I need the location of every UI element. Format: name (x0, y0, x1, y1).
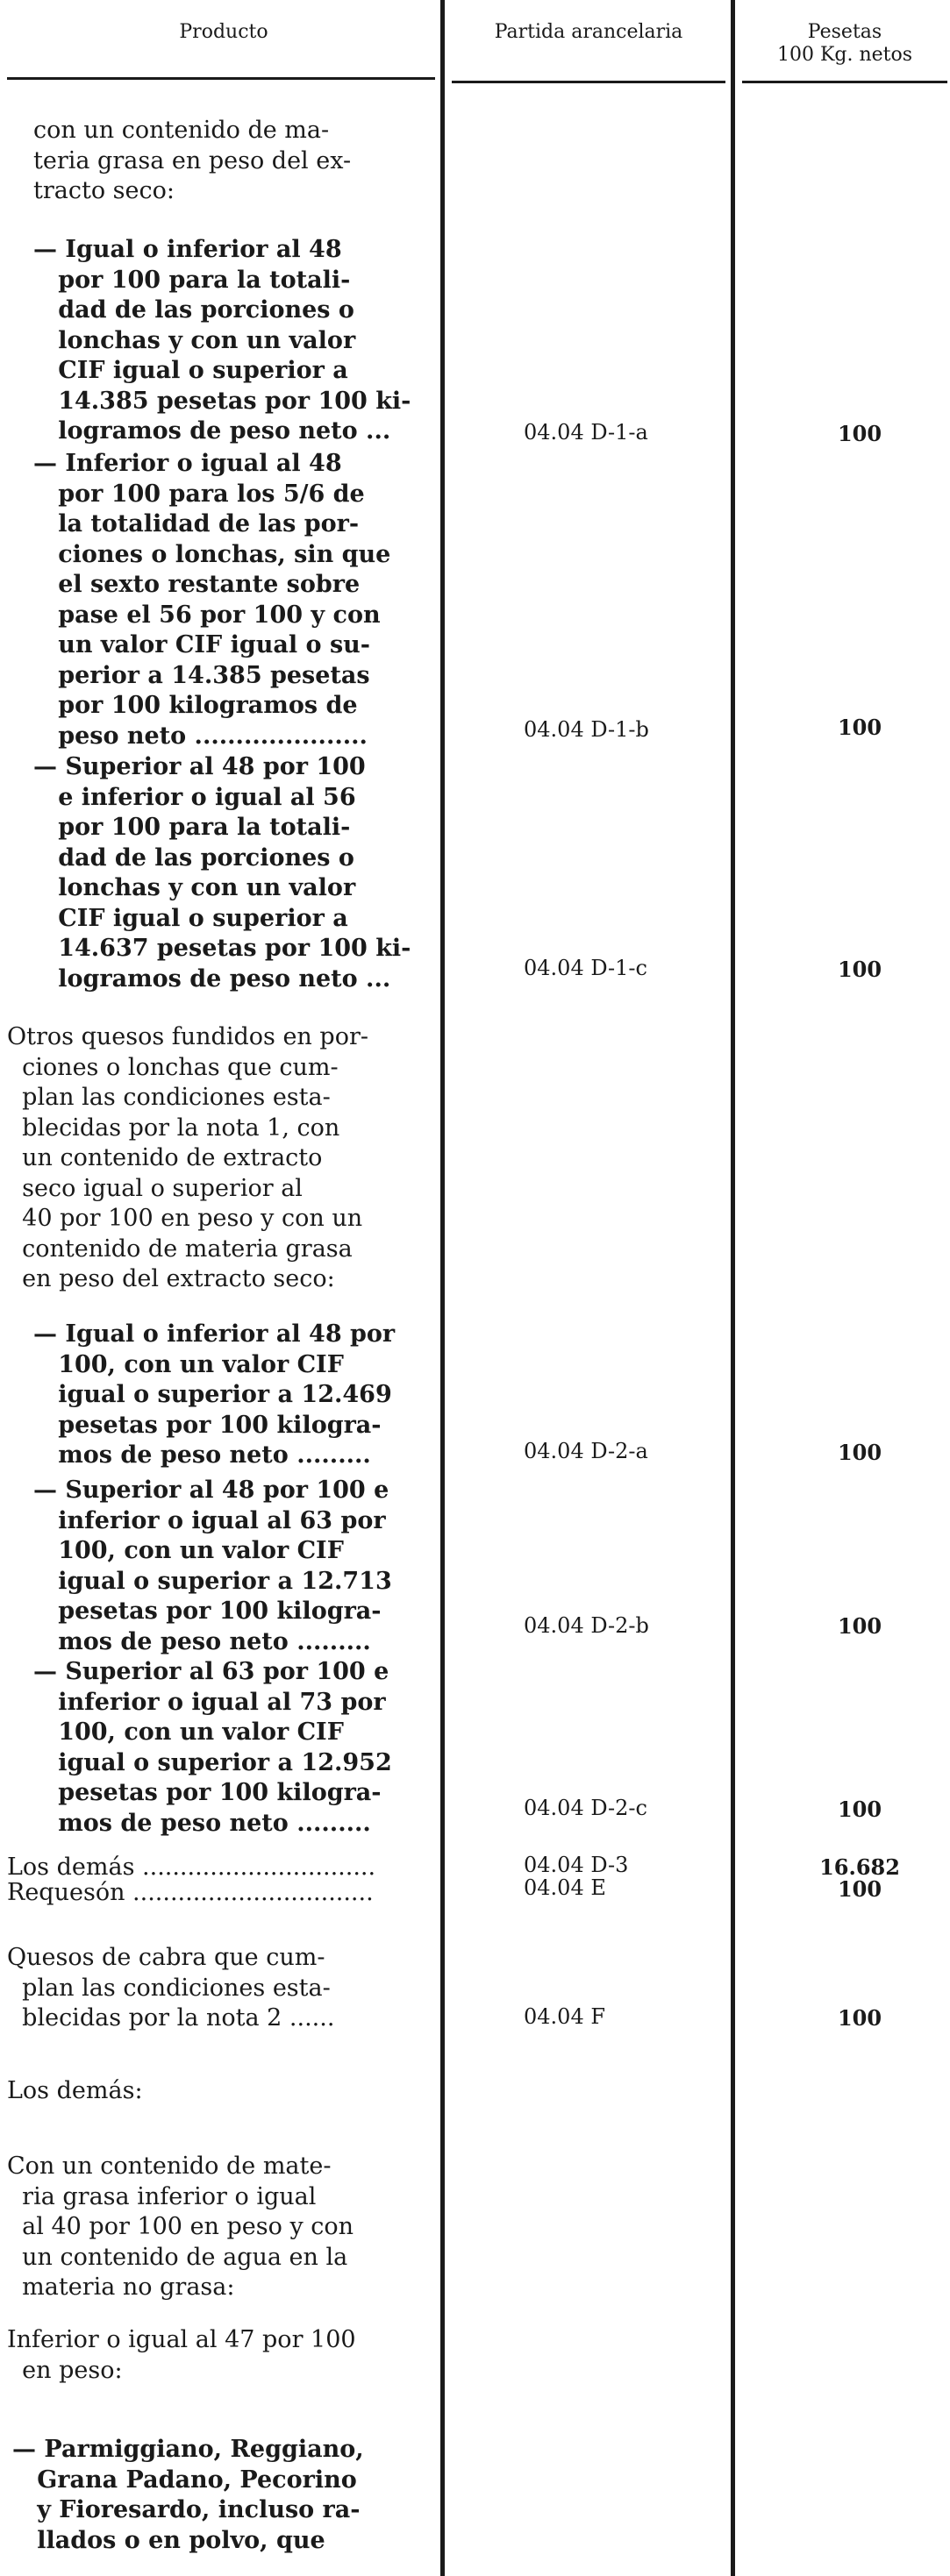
header-rule-product (7, 77, 435, 80)
header-rate-line2: 100 Kg. netos (776, 44, 913, 66)
product-text-fat40: Con un contenido de mate- ria grasa inferior o igual al 40 por 100 en peso y con un contenido de agua en la materia no grasa: (7, 2153, 354, 2301)
tariff-code-d1b: 04.04 D-1-b (524, 717, 649, 742)
product-text-d2b: — Superior al 48 por 100 e inferior o igual al 63 por 100, con un valor CIF igual o superior a 12.713 pesetas por 100 kilogra- mos de peso neto ......... (33, 1477, 392, 1655)
tariff-code-d2a: 04.04 D-2-a (524, 1439, 648, 1463)
duty-rate-d1a: 100 (837, 421, 882, 446)
duty-rate-d1b: 100 (837, 715, 882, 740)
product-text-d1b: — Inferior o igual al 48 por 100 para los 5/6 de la totalidad de las por- ciones o lonchas, sin que el sexto restante sobre pase el 56 por 100 y con un valor CIF igual o su- perior a 14.385 pesetas por 100 kilogramos de peso neto ..................... (33, 450, 391, 750)
product-text-d1c: — Superior al 48 por 100 e inferior o igual al 56 por 100 para la totali- dad de las porciones o lonchas y con un valor CIF igual o superior a 14.637 pesetas por 100 ki- logramos de peso neto ... (33, 753, 411, 993)
product-text-water47: Inferior o igual al 47 por 100 en peso: (7, 2326, 356, 2384)
tariff-code-d1a: 04.04 D-1-a (524, 420, 648, 445)
duty-rate-d1c: 100 (837, 957, 882, 982)
product-text-d1a: — Igual o inferior al 48 por 100 para la totali- dad de las porciones o lonchas y con un valor CIF igual o superior a 14.385 pesetas por 100 ki- logramos de peso neto ... (33, 236, 411, 445)
header-rate-line1: Pesetas (807, 21, 882, 43)
column-divider-2 (731, 0, 735, 2576)
product-text-d2a: — Igual o inferior al 48 por 100, con un valor CIF igual o superior a 12.469 pesetas por 100 kilogra- mos de peso neto ......... (33, 1320, 396, 1469)
column-divider-1 (440, 0, 445, 2576)
tariff-code-f: 04.04 F (524, 2004, 605, 2029)
tariff-code-d2b: 04.04 D-2-b (524, 1613, 649, 1638)
product-text-e: Requesón ................................ (7, 1879, 374, 1906)
duty-rate-d2a: 100 (837, 1440, 882, 1465)
header-tariff: Partida arancelaria (494, 21, 683, 43)
tariff-code-e: 04.04 E (524, 1875, 606, 1900)
tariff-code-d1c: 04.04 D-1-c (524, 956, 647, 980)
product-text-intro-fat: con un contenido de ma- teria grasa en peso del ex- tracto seco: (33, 117, 352, 204)
product-text-d3: Los demás ............................... (7, 1854, 376, 1881)
product-text-f: Quesos de cabra que cum- plan las condiciones esta- blecidas por la nota 2 ...... (7, 1944, 335, 2032)
product-text-parm: — Parmiggiano, Reggiano, Grana Padano, Pecorino y Fioresardo, incluso ra- llados o en polvo, que (12, 2436, 364, 2554)
duty-rate-d2b: 100 (837, 1613, 882, 1639)
tariff-code-d2c: 04.04 D-2-c (524, 1796, 647, 1820)
product-text-others: Los demás: (7, 2077, 143, 2104)
duty-rate-e: 100 (837, 1876, 882, 1902)
duty-rate-d2c: 100 (837, 1797, 882, 1822)
product-text-d2c: — Superior al 63 por 100 e inferior o igual al 73 por 100, con un valor CIF igual o superior a 12.952 pesetas por 100 kilogra- mos de peso neto ......... (33, 1658, 392, 1837)
duty-rate-f: 100 (837, 2005, 882, 2031)
header-product: Producto (179, 21, 268, 43)
tariff-code-d3: 04.04 D-3 (524, 1853, 629, 1877)
duty-rate-d3: 16.682 (819, 1854, 900, 1880)
header-rule-tariff (452, 81, 725, 83)
header-rule-rate (742, 81, 947, 83)
product-text-d2-intro: Otros quesos fundidos en por- ciones o lonchas que cum- plan las condiciones esta- blecidas por la nota 1, con un contenido de extracto seco igual o superior al 40 por 100 en peso y con un contenido de materia grasa en peso del extracto seco: (7, 1023, 368, 1292)
